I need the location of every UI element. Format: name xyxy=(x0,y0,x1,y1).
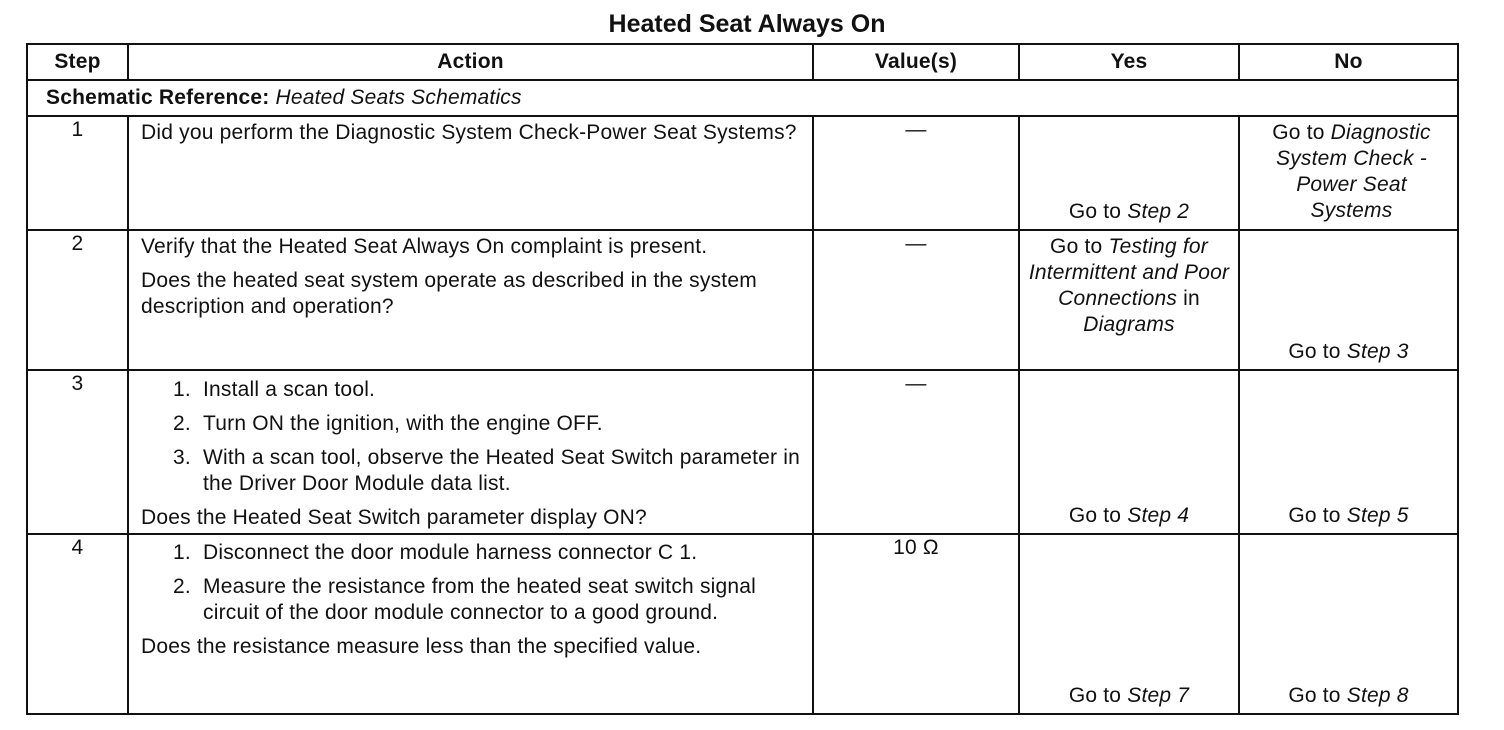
schematic-reference-label: Schematic Reference: xyxy=(46,86,270,109)
header-action: Action xyxy=(128,44,813,80)
yes-cell xyxy=(1019,534,1239,714)
no-link[interactable]: Go to Step 3 xyxy=(1288,340,1409,363)
value-cell: — xyxy=(813,230,1019,370)
schematic-reference-link[interactable]: Heated Seats Schematics xyxy=(275,86,522,109)
action-steps xyxy=(141,540,802,626)
table-row xyxy=(27,370,1458,534)
value-cell: — xyxy=(813,116,1019,230)
no-link[interactable]: Go to Diagnostic System Check - Power Seat Systems xyxy=(1272,121,1431,222)
no-link[interactable]: Go to Step 8 xyxy=(1288,684,1409,707)
step-number: 3 xyxy=(27,370,128,534)
no-link[interactable]: Go to Step 5 xyxy=(1288,504,1409,527)
action-text: Did you perform the Diagnostic System Check-Power Seat Systems? xyxy=(141,121,797,144)
schematic-reference-row xyxy=(27,80,1458,116)
yes-link[interactable]: Go to Step 7 xyxy=(1068,684,1190,707)
action-cell xyxy=(128,534,813,714)
action-step: 2. Measure the resistance from the heated seat switch signal circuit of the door module connector to a good ground. xyxy=(197,574,802,626)
action-question: Does the resistance measure less than the specified value. xyxy=(141,635,702,658)
header-step: Step xyxy=(27,44,128,80)
no-cell xyxy=(1239,534,1458,714)
action-steps xyxy=(141,377,802,497)
table-row xyxy=(27,116,1458,230)
no-cell xyxy=(1239,116,1458,230)
step-number: 1 xyxy=(27,116,128,230)
action-cell xyxy=(128,230,813,370)
diagnostic-table xyxy=(26,43,1459,715)
step-number: 4 xyxy=(27,534,128,714)
action-question: Does the heated seat system operate as described in the system description and operation? xyxy=(141,269,757,318)
action-cell xyxy=(128,370,813,534)
action-step: 2. Turn ON the ignition, with the engine OFF. xyxy=(197,411,802,437)
action-text: Verify that the Heated Seat Always On complaint is present. xyxy=(141,235,708,258)
action-question: Does the Heated Seat Switch parameter display ON? xyxy=(141,506,647,529)
value-cell: — xyxy=(813,370,1019,534)
action-step: 3. With a scan tool, observe the Heated Seat Switch parameter in the Driver Door Module data list. xyxy=(197,445,802,497)
table-row xyxy=(27,534,1458,714)
yes-link[interactable]: Go to Testing for Intermittent and Poor Connections in Diagrams xyxy=(1028,235,1230,336)
header-row xyxy=(27,44,1458,80)
action-step: 1. Disconnect the door module harness connector C 1. xyxy=(197,540,802,566)
yes-cell xyxy=(1019,116,1239,230)
yes-link[interactable]: Go to Step 4 xyxy=(1068,504,1190,527)
page-title: Heated Seat Always On xyxy=(608,10,886,38)
value-cell: 10 Ω xyxy=(813,534,1019,714)
table-row xyxy=(27,230,1458,370)
schematic-reference xyxy=(27,80,1458,116)
header-no: No xyxy=(1239,44,1458,80)
yes-link[interactable]: Go to Step 2 xyxy=(1068,200,1190,223)
step-number: 2 xyxy=(27,230,128,370)
action-step: 1. Install a scan tool. xyxy=(197,377,802,403)
no-cell xyxy=(1239,230,1458,370)
yes-cell xyxy=(1019,230,1239,370)
yes-cell xyxy=(1019,370,1239,534)
no-cell xyxy=(1239,370,1458,534)
action-cell xyxy=(128,116,813,230)
header-yes: Yes xyxy=(1019,44,1239,80)
header-values: Value(s) xyxy=(813,44,1019,80)
